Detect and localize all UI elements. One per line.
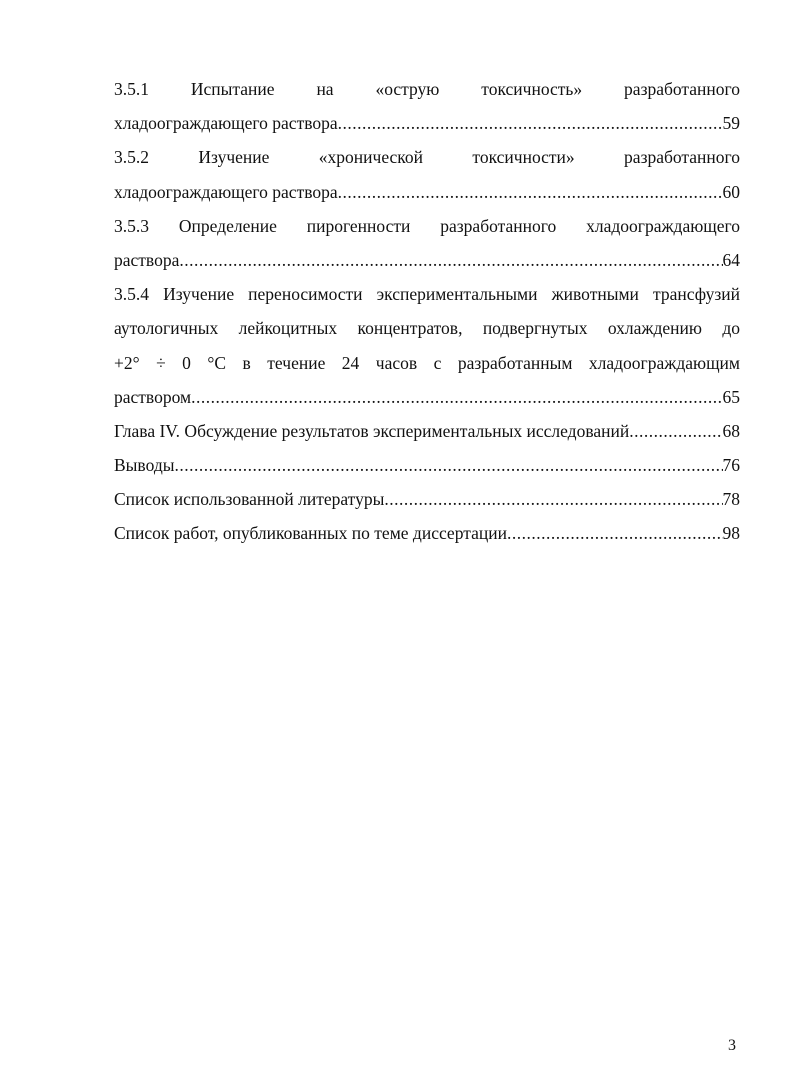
dot-leader bbox=[174, 448, 722, 482]
toc-entry-last-line bbox=[114, 380, 740, 414]
toc-entry-text: Выводы bbox=[114, 455, 175, 476]
toc-entry-text: хладоограждающего раствора bbox=[114, 181, 338, 202]
toc-entry-references bbox=[114, 482, 740, 516]
table-of-contents bbox=[114, 72, 740, 551]
toc-entry-text: +2° ÷ 0 °С в течение 24 часов с разработанным хладоограждающим bbox=[114, 352, 740, 373]
toc-word: «острую bbox=[375, 79, 440, 99]
toc-entry-last-line bbox=[114, 243, 740, 277]
toc-entry-last-line bbox=[114, 106, 740, 140]
toc-entry-text: Список использованной литературы bbox=[114, 489, 385, 510]
dot-leader bbox=[507, 516, 723, 550]
toc-word: разработанного bbox=[624, 147, 740, 168]
toc-page-number: 65 bbox=[722, 386, 740, 407]
toc-page-number: 68 bbox=[722, 420, 740, 441]
toc-entry-publications bbox=[114, 516, 740, 550]
toc-entry-last-line bbox=[114, 448, 740, 482]
toc-word: на bbox=[316, 79, 334, 99]
toc-entry-first-line bbox=[114, 72, 740, 106]
section-number: 3.5.3 bbox=[114, 215, 149, 236]
toc-entry-line bbox=[114, 311, 740, 345]
toc-word: «хронической bbox=[318, 147, 424, 168]
dot-leader bbox=[629, 414, 722, 448]
toc-entry-text: раствора bbox=[114, 249, 180, 270]
toc-word: Испытание bbox=[190, 79, 275, 99]
section-number: 3.5.4 bbox=[114, 284, 149, 305]
toc-entry-conclusions bbox=[114, 448, 740, 482]
toc-page-number: 78 bbox=[722, 489, 740, 510]
toc-entry-line bbox=[114, 277, 740, 311]
toc-word: хладоограждающего bbox=[586, 215, 740, 236]
toc-entry-3-5-4 bbox=[114, 277, 740, 414]
toc-entry-last-line bbox=[114, 482, 740, 516]
toc-page-number: 64 bbox=[722, 249, 740, 270]
toc-page-number: 76 bbox=[722, 455, 740, 476]
toc-word: разработанного bbox=[624, 79, 740, 99]
toc-entry-text: Глава IV. Обсуждение результатов экспериментальных исследований bbox=[114, 420, 630, 441]
toc-entry-chapter-4 bbox=[114, 414, 740, 448]
toc-page-number: 60 bbox=[722, 181, 740, 202]
dot-leader bbox=[384, 482, 722, 516]
dot-leader bbox=[179, 243, 722, 277]
toc-entry-text: аутологичных лейкоцитных концентратов, подвергнутых охлаждению до bbox=[114, 318, 740, 339]
toc-entry-3-5-3 bbox=[114, 209, 740, 277]
dot-leader bbox=[338, 106, 723, 140]
toc-entry-last-line bbox=[114, 414, 740, 448]
toc-entry-text: Изучение переносимости экспериментальными животными трансфузий bbox=[163, 284, 740, 305]
dot-leader bbox=[338, 175, 723, 209]
toc-word: токсичности» bbox=[472, 147, 575, 168]
toc-word: разработанного bbox=[440, 215, 557, 236]
toc-entry-first-line bbox=[114, 140, 740, 174]
toc-entry-line bbox=[114, 346, 740, 380]
page-number: 3 bbox=[728, 1037, 736, 1054]
toc-entry-text: хладоограждающего раствора bbox=[114, 113, 338, 134]
section-number: 3.5.2 bbox=[114, 147, 149, 168]
section-number: 3.5.1 bbox=[114, 79, 149, 99]
toc-word: Определение bbox=[178, 215, 277, 236]
toc-word: токсичность» bbox=[481, 79, 583, 99]
toc-word: пирогенности bbox=[306, 215, 411, 236]
toc-entry-first-line bbox=[114, 209, 740, 243]
toc-entry-text: раствором bbox=[114, 386, 192, 407]
dot-leader bbox=[191, 380, 722, 414]
toc-entry-3-5-2 bbox=[114, 140, 740, 208]
toc-entry-text: Список работ, опубликованных по теме диссертации bbox=[114, 523, 507, 544]
toc-page-number: 98 bbox=[722, 523, 740, 544]
toc-page-number: 59 bbox=[722, 113, 740, 134]
toc-word: Изучение bbox=[198, 147, 270, 168]
toc-entry-3-5-1 bbox=[114, 72, 740, 140]
toc-entry-last-line bbox=[114, 516, 740, 550]
toc-entry-last-line bbox=[114, 175, 740, 209]
